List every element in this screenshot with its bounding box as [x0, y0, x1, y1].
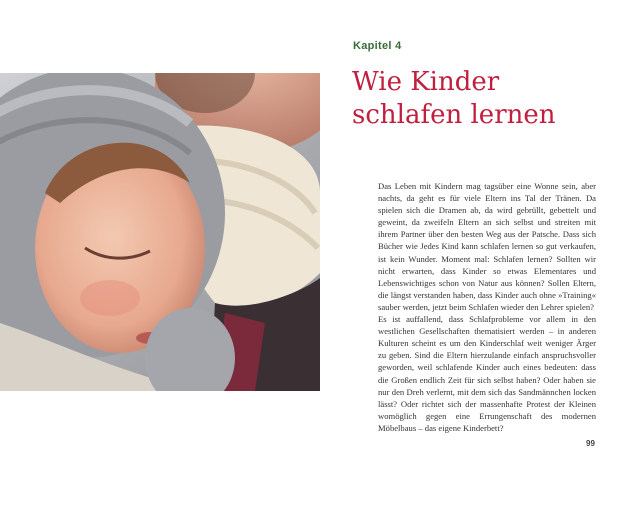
chapter-photo-sleeping-child: [0, 73, 320, 391]
chapter-title: Wie Kinder schlafen lernen: [352, 67, 556, 130]
paragraph-1: Das Leben mit Kindern mag tagsüber eine Wonne sein, aber nachts, da geht es für viele Eltern ins Tal der Tränen. Da spielen sich die Dramen ab, da wird gebrüllt, gebettelt und geweint, da zweifeln Eltern an sich selbst und streiten mit ihrem Partner über den besten Weg aus der Patsche. Dass sich Bücher wie Jedes Kind kann schlafen lernen so gut verkaufen, ist kein Wunder. Moment mal: Schlafen lernen? Sollten wir nicht erwarten, dass Kinder so etwas Elementares und Lebenswichtiges schon von Natur aus können? Sollen Eltern, die längst verstanden haben, dass Kinder auch ohne »Training« sauber werden, jetzt beim Schlafen wieder den Lehrer spielen?: [378, 181, 596, 312]
body-text: [378, 180, 596, 434]
chapter-label: Kapitel 4: [353, 40, 402, 52]
page-number: 99: [586, 439, 595, 448]
paragraph-2: Es ist auffallend, dass Schlafprobleme vor allem in den westlichen Gesellschaften thematisiert werden – in anderen Kulturen scheint es um den Kinderschlaf weit weniger Ärger zu geben. Sind die Eltern hierzulande einfach anspruchsvoller geworden, weil schlafende Kinder auch eines bedeuten: dass die Großen endlich Zeit für sich selbst haben? Oder haben sie nur den Dreh verlernt, mit dem sich das Sandmännchen locken lässt? Oder richtet sich der massenhafte Protest der Kleinen womöglich gegen eine Errungenschaft des modernen Möbelbaus – das eigene Kinderbett?: [378, 314, 596, 433]
